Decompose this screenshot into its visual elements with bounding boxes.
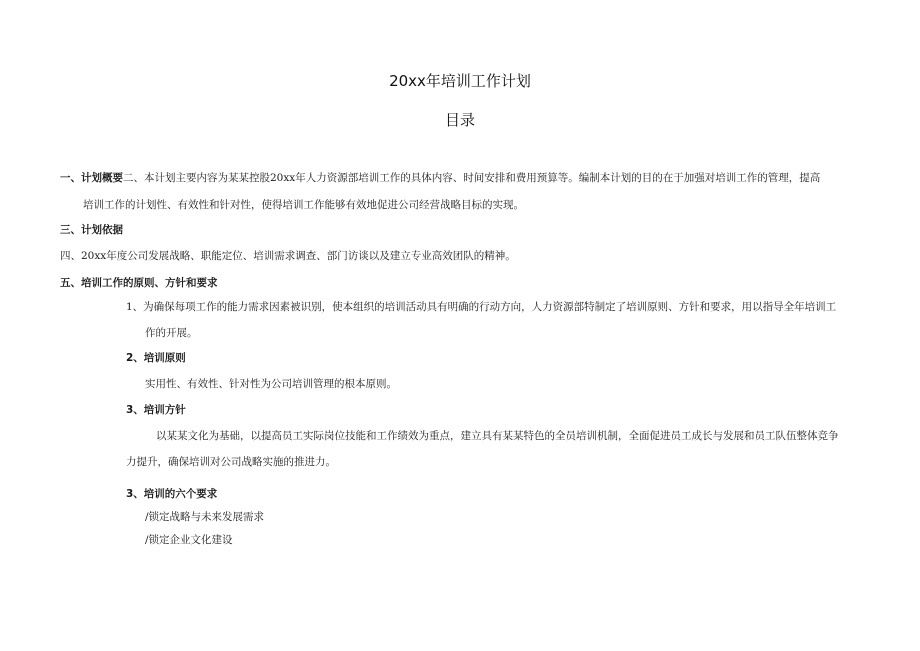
section-1-line-1: 二、本计划主要内容为某某控股20xx年人力资源部培训工作的具体内容、时间安排和费用预算等。编制本计划的目的在于加强对培训工作的管理，提高 [123, 172, 821, 184]
section-4-text: 四、20xx年度公司发展战略、职能定位、培训需求调查、部门访谈以及建立专业高效团队的精神。 [60, 250, 516, 262]
principle-1-line-2: 作的开展。 [145, 327, 198, 339]
training-policy-heading: 3、培训方针 [126, 404, 186, 416]
training-principles-text: 实用性、有效性、针对性为公司培训管理的根本原则。 [145, 378, 397, 390]
document-title: 20xx年培训工作计划 [389, 72, 531, 90]
table-of-contents-heading: 目录 [444, 111, 475, 129]
training-policy-line-1: 以某某文化为基础，以提高员工实际岗位技能和工作绩效为重点，建立具有某某特色的全员培训机制，全面促进员工成长与发展和员工队伍整体竞争 [156, 430, 839, 442]
training-policy-line-2: 力提升，确保培训对公司战略实施的推进力。 [126, 456, 336, 468]
principle-1-line-1: 1、为确保每项工作的能力需求因素被识别，使本组织的培训活动具有明确的行动方向，人力资源部特制定了培训原则、方针和要求，用以指导全年培训工 [126, 301, 837, 313]
section-3-heading: 三、计划依据 [60, 224, 123, 236]
requirement-item: /锁定企业文化建设 [145, 534, 233, 546]
section-5-heading: 五、培训工作的原则、方针和要求 [60, 277, 218, 289]
section-1-paragraph [60, 171, 820, 185]
requirement-item: /锁定战略与未来发展需求 [145, 511, 265, 523]
six-requirements-heading: 3、培训的六个要求 [126, 488, 218, 500]
training-principles-heading: 2、培训原则 [126, 352, 186, 364]
section-1-line-2: 培训工作的计划性、有效性和针对性，使得培训工作能够有效地促进公司经营战略目标的实现。 [83, 199, 524, 211]
section-1-heading: 一、计划概要 [60, 172, 123, 184]
